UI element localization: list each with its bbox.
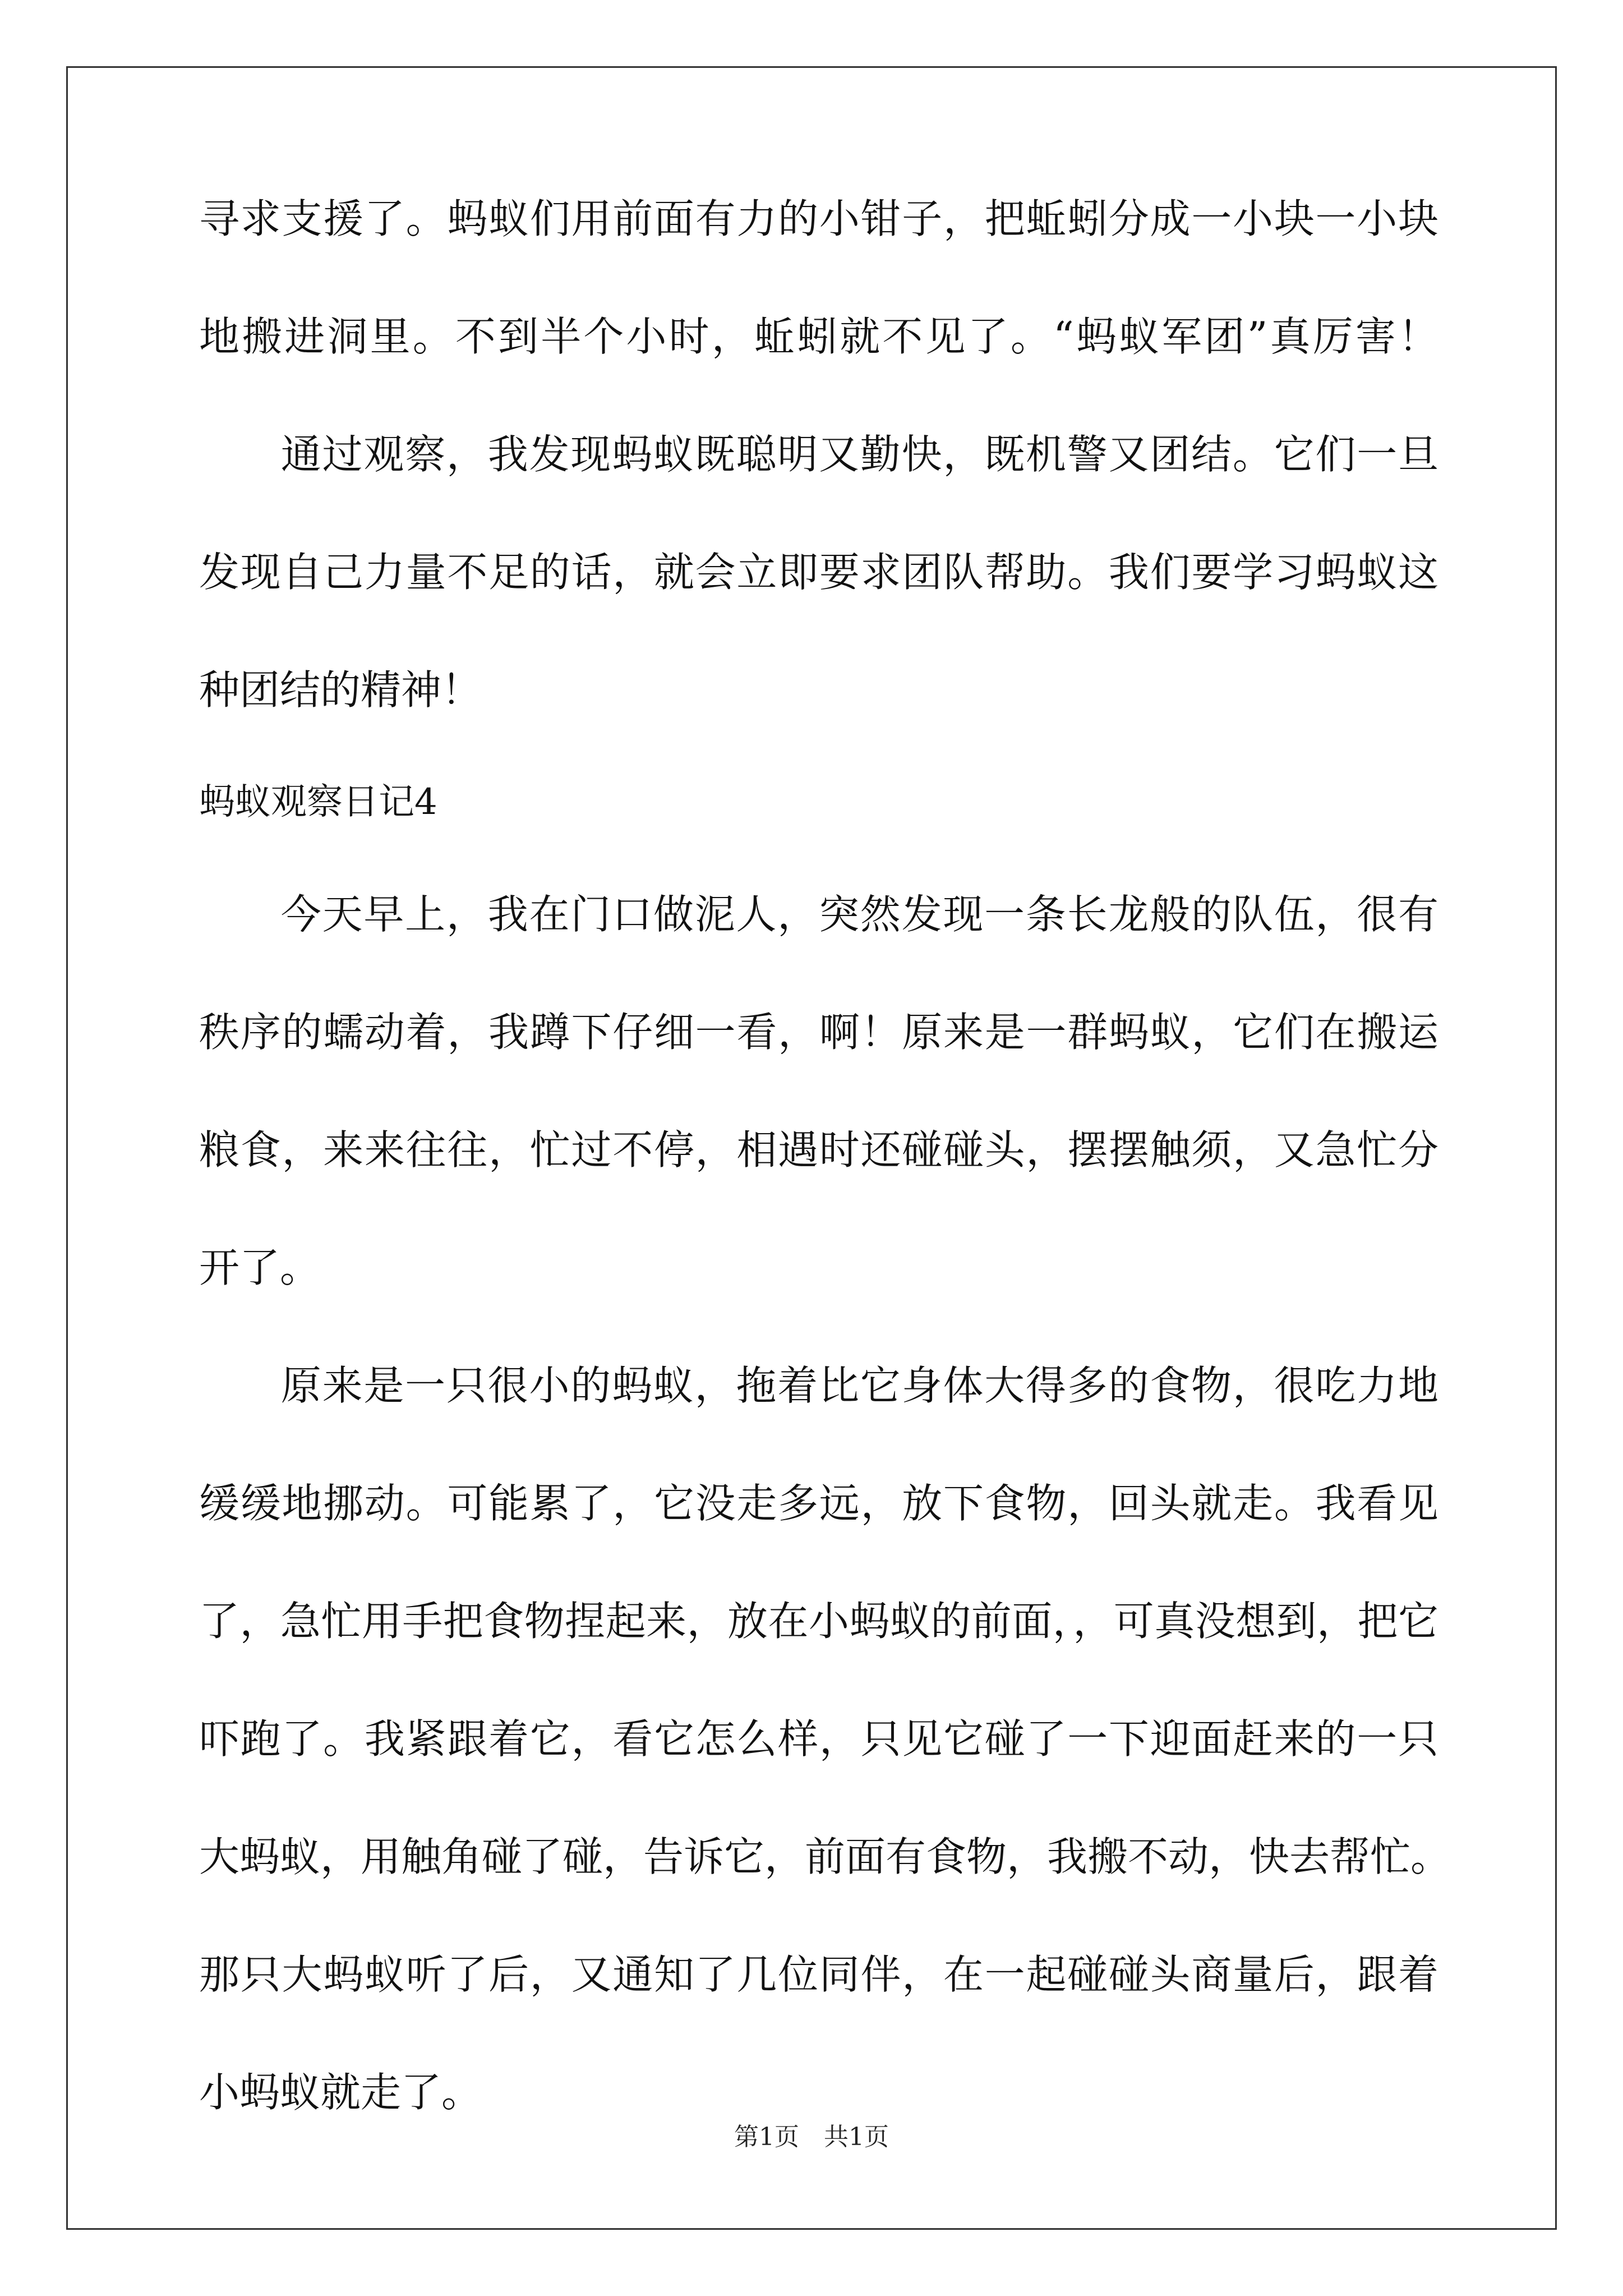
text-line: 发现自己力量不足的话，就会立即要求团队帮助。我们要学习蚂蚁这 — [199, 549, 1438, 596]
page-number: 第1页 共1页 — [734, 2123, 889, 2151]
text-line: 粮食，来来往往，忙过不停，相遇时还碰碰头，摆摆触须，又急忙分 — [199, 1126, 1438, 1174]
text-line: 地搬进洞里。不到半个小时，蚯蚓就不见了。“蚂蚁军团”真厉害！ — [199, 313, 1438, 360]
text-line: 小蚂蚁就走了。 — [199, 2069, 482, 2116]
text-line: 大蚂蚁，用触角碰了碰，告诉它，前面有食物，我搬不动，快去帮忙。 — [199, 1833, 1451, 1880]
text-line: 原来是一只很小的蚂蚁，拖着比它身体大得多的食物，很吃力地 — [280, 1362, 1438, 1409]
text-line: 那只大蚂蚁听了后，又通知了几位同伴，在一起碰碰头商量后，跟着 — [199, 1951, 1438, 1998]
section-title: 蚂蚁观察日记4 — [199, 781, 437, 823]
text-line: 秩序的蠕动着，我蹲下仔细一看，啊！原来是一群蚂蚁，它们在搬运 — [199, 1009, 1438, 1056]
text-line: 种团结的精神！ — [199, 666, 482, 714]
text-line: 开了。 — [199, 1244, 321, 1291]
text-line: 今天早上，我在门口做泥人，突然发现一条长龙般的队伍，很有 — [280, 891, 1438, 938]
text-line: 寻求支援了。蚂蚁们用前面有力的小钳子，把蚯蚓分成一小块一小块 — [199, 195, 1438, 242]
text-line: 吓跑了。我紧跟着它，看它怎么样，只见它碰了一下迎面赶来的一只 — [199, 1715, 1438, 1763]
page-footer — [0, 2120, 1623, 2154]
text-line: 通过观察，我发现蚂蚁既聪明又勤快，既机警又团结。它们一旦 — [280, 431, 1438, 478]
text-line: 缓缓地挪动。可能累了，它没走多远，放下食物，回头就走。我看见 — [199, 1480, 1438, 1527]
text-line: 了，急忙用手把食物捏起来，放在小蚂蚁的前面，，可真没想到，把它 — [199, 1598, 1438, 1645]
